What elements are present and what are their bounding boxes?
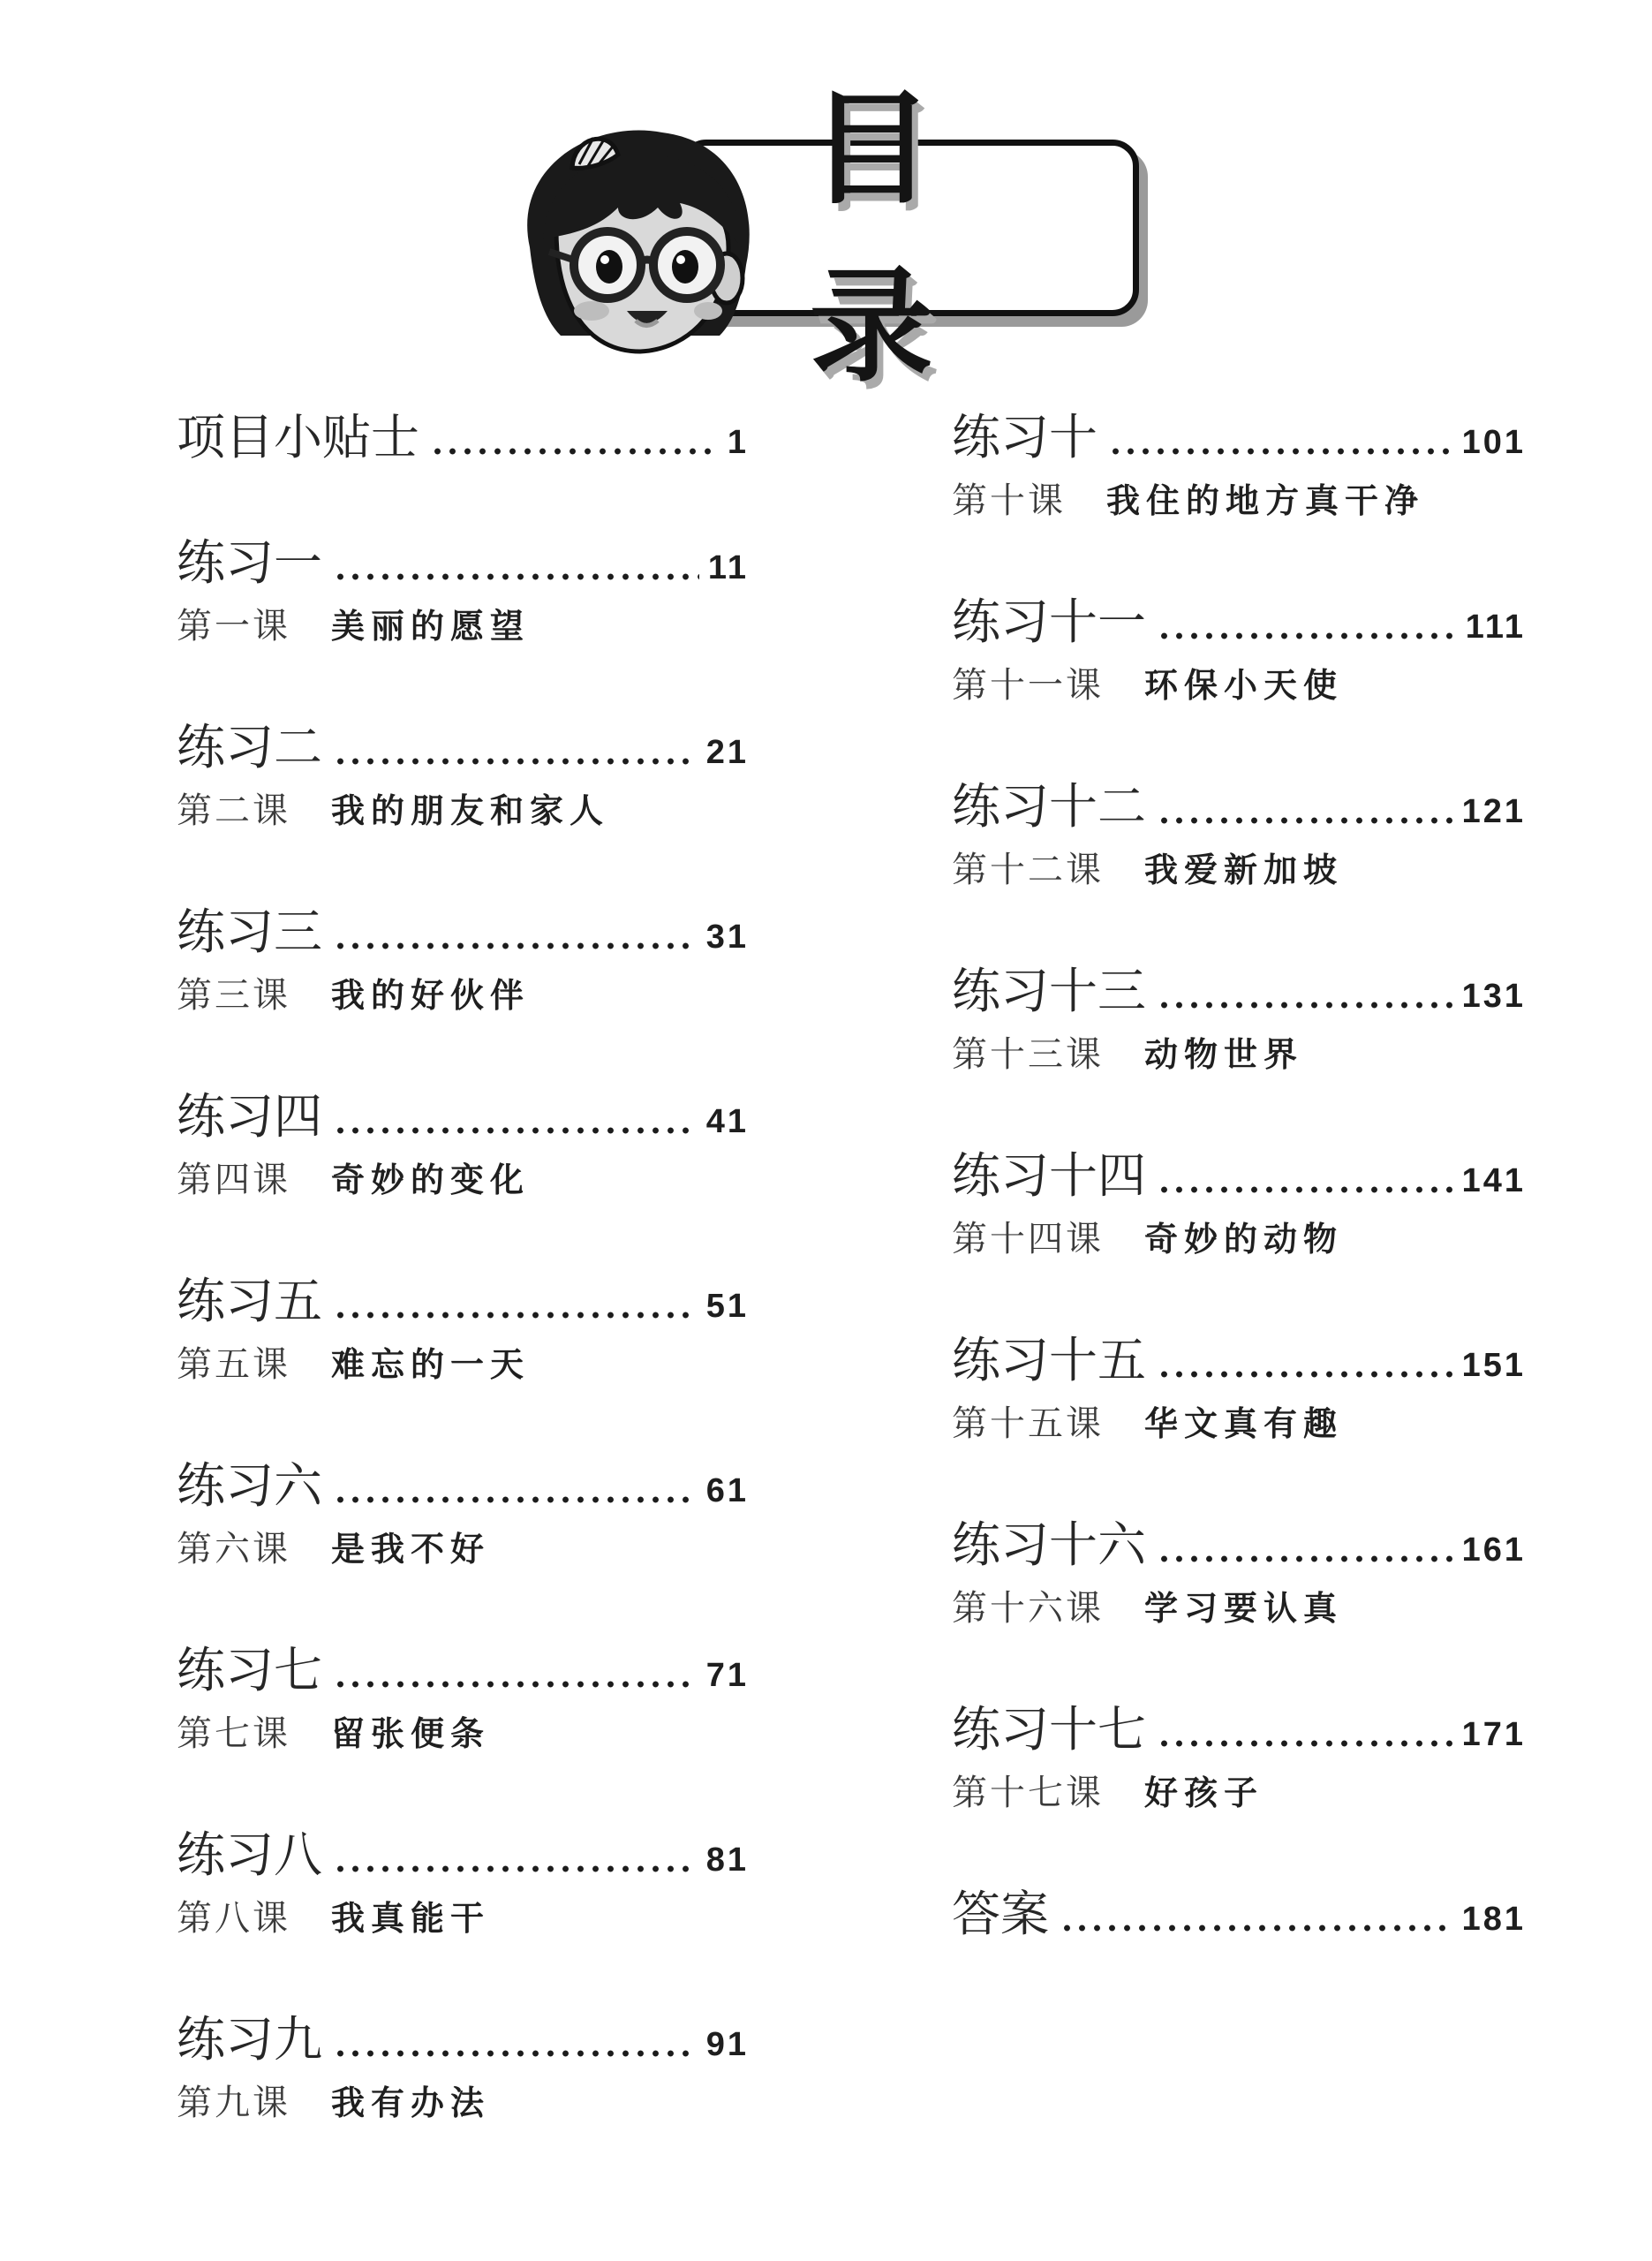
toc-page-number: 41	[705, 1103, 749, 1140]
toc-entry[interactable]	[177, 1455, 749, 1639]
dot-leader	[333, 1311, 698, 1320]
lesson-name: 我真能干	[331, 1898, 491, 1938]
lesson-number: 第十六课	[952, 1587, 1104, 1629]
lesson-number: 第十课	[952, 480, 1066, 521]
lesson-number: 第二课	[177, 790, 290, 831]
toc-title: 练习五	[177, 1273, 323, 1329]
toc-entry[interactable]	[177, 532, 749, 716]
toc-title: 练习七	[177, 1642, 323, 1698]
dot-leader	[333, 1864, 698, 1873]
toc-title: 练习十三	[952, 963, 1147, 1019]
lesson-name: 奇妙的动物	[1144, 1219, 1344, 1259]
toc-title: 练习十七	[952, 1701, 1147, 1758]
dot-leader	[333, 757, 698, 766]
toc-entry[interactable]	[952, 406, 1526, 591]
dot-leader	[1157, 1739, 1453, 1748]
lesson-number: 第十二课	[952, 849, 1104, 890]
toc-page-number: 121	[1461, 793, 1526, 830]
toc-entry[interactable]	[952, 1698, 1526, 1883]
dot-leader	[333, 572, 699, 581]
toc-title: 练习三	[177, 904, 323, 960]
lesson-number: 第十五课	[952, 1403, 1104, 1444]
toc-title: 练习十四	[952, 1147, 1147, 1204]
toc-title: 答案	[952, 1886, 1050, 1942]
lesson-number: 第八课	[177, 1897, 290, 1939]
dot-leader	[333, 1495, 698, 1504]
toc-title: 项目小贴士	[177, 409, 420, 465]
toc-entry[interactable]	[952, 1514, 1526, 1698]
lesson-name: 好孩子	[1144, 1773, 1264, 1812]
toc-entry[interactable]	[952, 1145, 1526, 1329]
toc-title: 练习六	[177, 1457, 323, 1514]
toc-left-column	[177, 406, 749, 2193]
lesson-name: 华文真有趣	[1144, 1403, 1344, 1443]
toc-entry[interactable]	[177, 901, 749, 1085]
page-title: 目录	[810, 78, 987, 399]
toc-page-number: 81	[705, 1841, 749, 1879]
toc-entry[interactable]	[177, 716, 749, 901]
lesson-name: 留张便条	[331, 1713, 491, 1753]
dot-leader	[333, 941, 698, 950]
lesson-number: 第十一课	[952, 664, 1104, 706]
lesson-number: 第七课	[177, 1713, 290, 1754]
toc-title: 练习二	[177, 719, 323, 775]
dot-leader	[1157, 1185, 1453, 1194]
dot-leader	[1157, 1370, 1453, 1379]
toc-title: 练习一	[177, 534, 323, 591]
lesson-name: 我爱新加坡	[1144, 850, 1344, 889]
dot-leader	[333, 2049, 698, 2058]
toc-page-number: 71	[705, 1657, 749, 1694]
toc-page-number: 111	[1465, 609, 1526, 646]
toc-entry[interactable]	[177, 1270, 749, 1455]
toc-page-number: 21	[705, 734, 749, 771]
lesson-name: 难忘的一天	[331, 1344, 531, 1384]
toc-title: 练习十	[952, 409, 1098, 465]
girl-mascot-icon	[494, 115, 786, 380]
toc-page-number: 151	[1461, 1347, 1526, 1384]
lesson-number: 第五课	[177, 1343, 290, 1385]
lesson-number: 第四课	[177, 1159, 290, 1200]
toc-page-number: 131	[1461, 978, 1526, 1015]
toc-entry[interactable]	[177, 2008, 749, 2193]
toc-entry[interactable]	[177, 406, 749, 532]
toc-title: 练习十五	[952, 1332, 1147, 1388]
dot-leader	[1108, 447, 1453, 456]
toc-page-number: 171	[1461, 1716, 1526, 1753]
toc-title: 练习九	[177, 2011, 323, 2068]
lesson-number: 第十四课	[952, 1218, 1104, 1259]
lesson-number: 第六课	[177, 1528, 290, 1569]
lesson-name: 奇妙的变化	[331, 1160, 531, 1199]
dot-leader	[1157, 816, 1453, 825]
dot-leader	[1157, 1554, 1453, 1563]
toc-page-number: 31	[705, 919, 749, 956]
lesson-number: 第一课	[177, 605, 290, 647]
title-banner	[494, 78, 1201, 399]
lesson-name: 我有办法	[331, 2083, 491, 2122]
toc-page-number: 141	[1461, 1162, 1526, 1199]
dot-leader	[1157, 631, 1457, 640]
lesson-number: 第十七课	[952, 1772, 1104, 1813]
toc-entry[interactable]	[952, 1883, 1526, 2068]
dot-leader	[333, 1680, 698, 1689]
lesson-name: 我住的地方真干净	[1106, 480, 1425, 520]
lesson-name: 是我不好	[331, 1529, 491, 1569]
lesson-name: 美丽的愿望	[331, 606, 531, 646]
toc-entry[interactable]	[952, 960, 1526, 1145]
toc-entry[interactable]	[177, 1824, 749, 2008]
toc-entry[interactable]	[177, 1085, 749, 1270]
toc-page-number: 91	[705, 2026, 749, 2063]
toc-page-number: 51	[705, 1288, 749, 1325]
lesson-name: 我的好伙伴	[331, 975, 531, 1015]
dot-leader	[1157, 1001, 1453, 1010]
toc-title: 练习十六	[952, 1516, 1147, 1573]
lesson-name: 学习要认真	[1144, 1588, 1344, 1628]
toc-entry[interactable]	[952, 775, 1526, 960]
toc-title: 练习十二	[952, 778, 1147, 835]
toc-page-number: 101	[1461, 424, 1526, 461]
toc-page-number: 11	[707, 549, 749, 586]
toc-page-number: 61	[705, 1472, 749, 1509]
toc-page-number: 1	[727, 424, 749, 461]
toc-right-column	[952, 406, 1526, 2068]
toc-title: 练习八	[177, 1826, 323, 1883]
toc-title: 练习四	[177, 1088, 323, 1145]
toc-entry[interactable]	[177, 1639, 749, 1824]
dot-leader	[1060, 1924, 1453, 1932]
toc-entry[interactable]	[952, 1329, 1526, 1514]
lesson-name: 环保小天使	[1144, 665, 1344, 705]
lesson-number: 第九课	[177, 2082, 290, 2123]
toc-page-number: 161	[1461, 1531, 1526, 1569]
lesson-name: 我的朋友和家人	[331, 790, 610, 830]
toc-page-number: 181	[1461, 1901, 1526, 1938]
lesson-number: 第三课	[177, 974, 290, 1016]
toc-entry[interactable]	[952, 591, 1526, 775]
lesson-name: 动物世界	[1144, 1034, 1304, 1074]
dot-leader	[430, 447, 719, 456]
lesson-number: 第十三课	[952, 1033, 1104, 1075]
toc-title: 练习十一	[952, 594, 1147, 650]
dot-leader	[333, 1126, 698, 1135]
